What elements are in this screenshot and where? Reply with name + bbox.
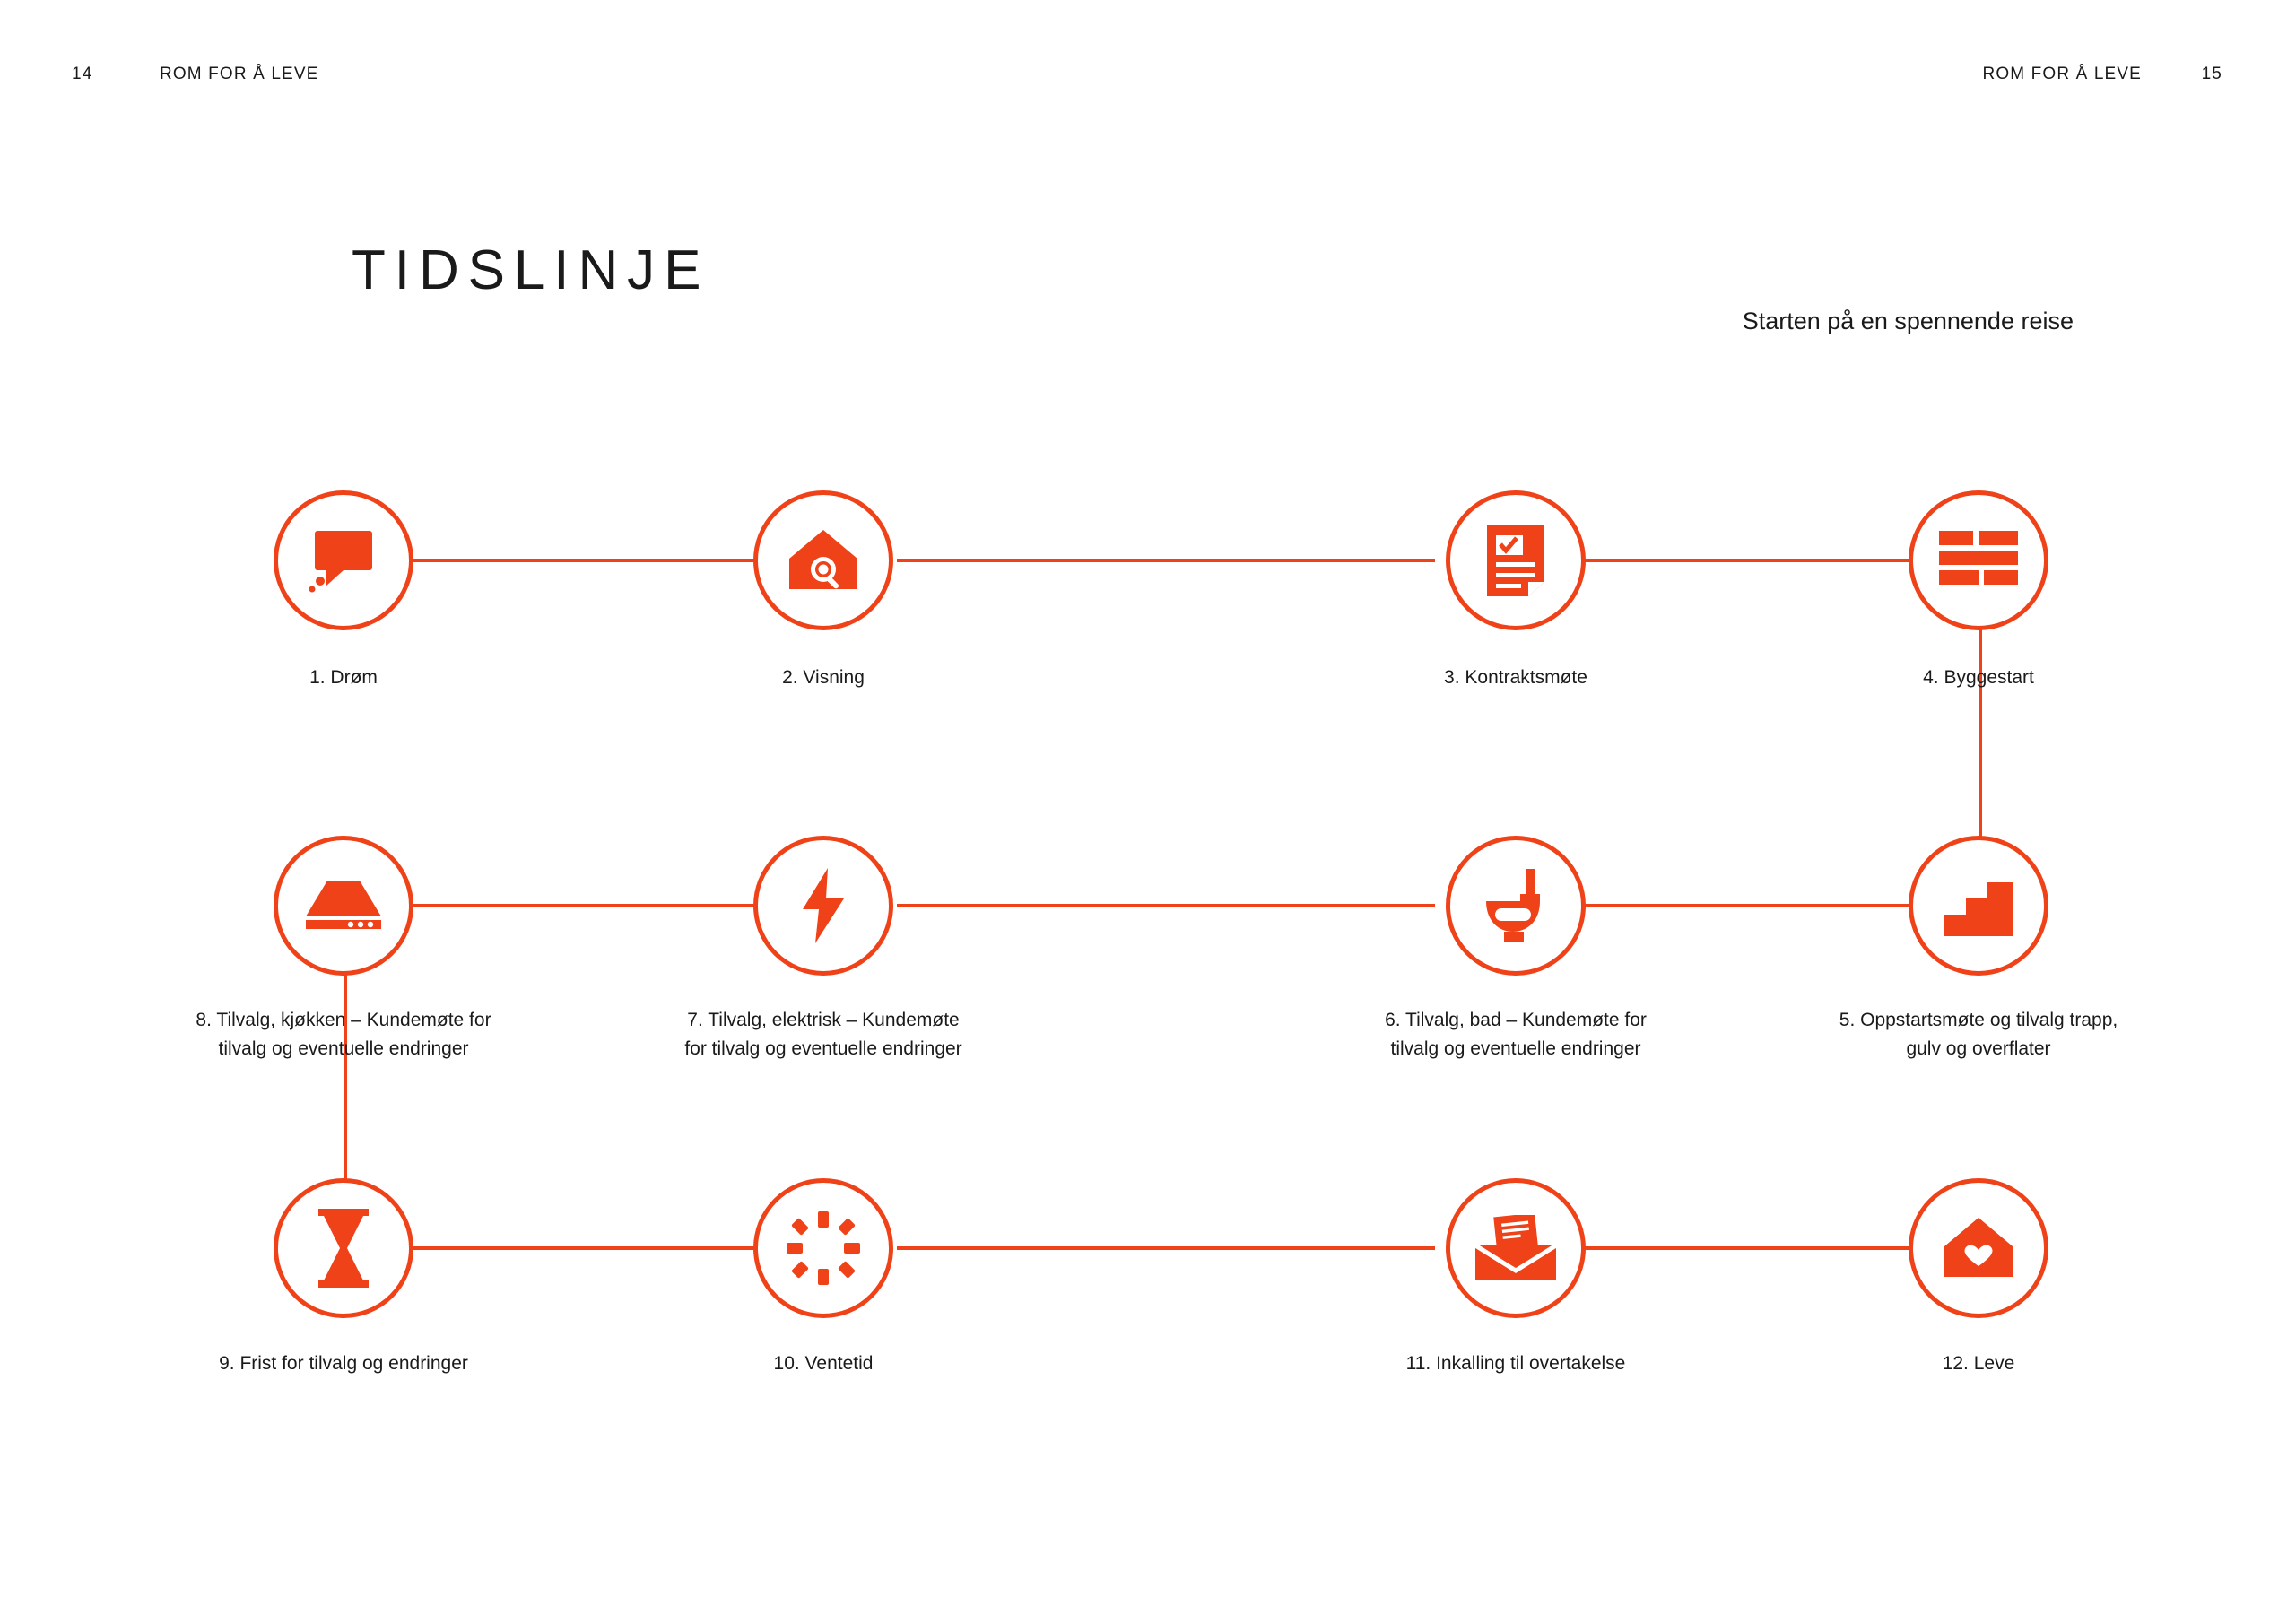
timeline-node-10[interactable] (753, 1178, 893, 1318)
spinner-icon (787, 1211, 860, 1285)
timeline-caption-8: 8. Tilvalg, kjøkken – Kundemøte for tilvalg og eventuelle endringer (196, 1010, 491, 1059)
timeline-caption-9: 9. Frist for tilvalg og endringer (219, 1353, 468, 1374)
left-running-head: ROM FOR Å LEVE (160, 65, 319, 83)
timeline-node-8[interactable] (274, 836, 413, 976)
right-running-head: ROM FOR Å LEVE (1982, 65, 2142, 83)
timeline-node-5[interactable] (1909, 836, 2048, 976)
contract-document-icon (1483, 523, 1548, 598)
speech-bubble-icon (308, 525, 379, 595)
timeline-node-9[interactable] (274, 1178, 413, 1318)
kitchen-hood-icon (304, 875, 383, 936)
left-page-number: 14 (72, 65, 93, 83)
page-subtitle: Starten på en spennende reise (1742, 308, 2074, 334)
timeline-node-6[interactable] (1446, 836, 1586, 976)
envelope-letter-icon (1474, 1215, 1558, 1281)
timeline-caption-6: 6. Tilvalg, bad – Kundemøte for tilvalg og eventuelle endringer (1385, 1010, 1647, 1059)
timeline-caption-2: 2. Visning (782, 667, 865, 688)
timeline-caption-11: 11. Inkalling til overtakelse (1405, 1353, 1626, 1374)
timeline-caption-12: 12. Leve (1942, 1353, 2015, 1374)
timeline-caption-10: 10. Ventetid (773, 1353, 874, 1374)
connector-10-11 (897, 1246, 1435, 1250)
house-search-icon (786, 526, 861, 595)
hourglass-icon (315, 1207, 372, 1289)
toilet-icon (1481, 867, 1551, 944)
timeline-caption-7: 7. Tilvalg, elektrisk – Kundemøte for tilvalg og eventuelle endringer (684, 1010, 962, 1059)
page-title: TIDSLINJE (352, 239, 710, 301)
timeline-caption-1: 1. Drøm (309, 667, 378, 688)
timeline-node-12[interactable] (1909, 1178, 2048, 1318)
brick-wall-icon (1937, 529, 2020, 592)
timeline-caption-3: 3. Kontraktsmøte (1444, 667, 1587, 688)
timeline-node-11[interactable] (1446, 1178, 1586, 1318)
right-page-number: 15 (2201, 65, 2222, 83)
timeline-node-4[interactable] (1909, 490, 2048, 630)
timeline-node-2[interactable] (753, 490, 893, 630)
timeline-node-1[interactable] (274, 490, 413, 630)
timeline-caption-5: 5. Oppstartsmøte og tilvalg trapp, gulv og overflater (1839, 1010, 2118, 1059)
stairs-icon (1943, 873, 2014, 938)
lightning-bolt-icon (799, 866, 848, 945)
timeline-node-3[interactable] (1446, 490, 1586, 630)
timeline-node-7[interactable] (753, 836, 893, 976)
house-heart-icon (1941, 1214, 2016, 1282)
connector-6-7 (897, 904, 1435, 907)
timeline-caption-4: 4. Byggestart (1923, 667, 2034, 688)
connector-2-3 (897, 559, 1435, 562)
